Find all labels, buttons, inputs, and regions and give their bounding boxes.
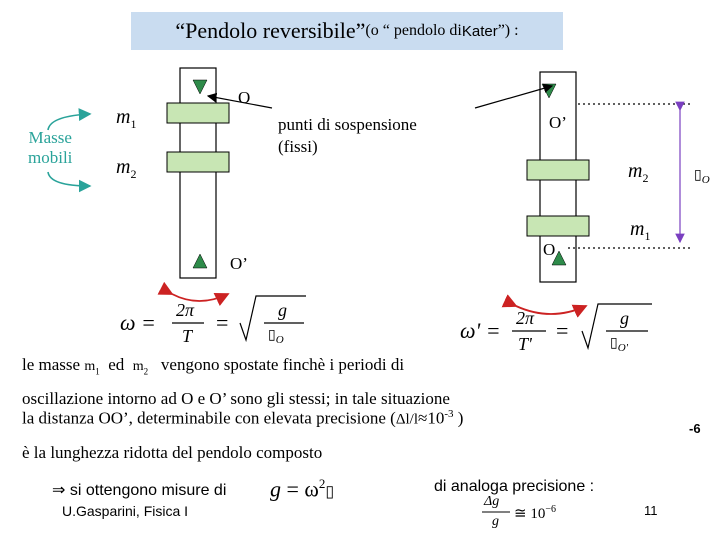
label-O-prime-bottom-left: O’ [230,254,248,273]
title-sub-prefix: (o “ pendolo di [365,22,462,39]
formula-precision-den: g [492,514,499,529]
formula-precision-num: Δg [484,494,500,509]
text-line-5b: di analoga precisione : [434,478,595,495]
right-mass-m2 [527,160,589,180]
distance-label: $▯_O$ [694,168,710,187]
footer-author: U.Gasparini, Fisica I [62,503,189,519]
punti-sospensione-label: punti di sospensione (fissi) [278,115,417,156]
text-line-2: oscillazione intorno ad O e O’ sono gli stessi; in tale situazione [22,389,450,408]
right-exponent-note: -6 [689,421,701,436]
right-m1-label: $m_1$ [630,218,651,243]
right-mass-m1 [527,216,589,236]
right-m2-label: $m_2$ [628,160,649,185]
left-mass-m2 [167,152,229,172]
left-mass-m1 [167,103,229,123]
left-m1-label: $m_1$ [116,106,137,131]
text-line-1: le masse $m_1$ ed $m_2$ vengono spostate finchè i periodi di [22,355,405,377]
formula-left-frac1-den: T [182,326,193,346]
formula-right-frac1-num: 2π [516,308,535,328]
label-O-bottom-right: O [543,240,556,259]
text-line-3: la distanza OO’, determinabile con elevata precisione ($\Delta l/l\approx 10^{-3}$ ) [22,408,464,428]
masse-mobili-label: Masse mobili [28,128,73,167]
title-sub-suffix: ”) : [497,22,519,39]
formula-right-frac1-den: T' [518,334,532,354]
text-line-5: ⇒ si ottengono misure di [52,482,227,499]
label-O-top-left: O [238,88,251,107]
formula-right-frac2-num: g [620,308,629,328]
formula-left-lhs: ω = [120,310,156,335]
formula-left-eq: = [216,310,229,335]
formula-left-frac2-den: $▯_O$ [268,328,284,347]
formula-precision-rhs: ≅ $10^{-6}$ [514,504,556,522]
formula-right-lhs: ω' = [460,318,501,343]
left-pendulum-rod [180,68,216,278]
title-kater: Kater [461,22,498,40]
label-O-prime-top-right: O’ [549,113,567,132]
formula-left-frac1-num: 2π [176,300,195,320]
formula-right-frac2-den: $▯_{O'}$ [610,336,629,355]
left-m2-label: $m_2$ [116,156,137,181]
masse-arrow-bottom [48,172,90,186]
formula-g: $g = \omega^2▯$ [270,476,335,502]
formula-left-frac2-num: g [278,300,287,320]
title-main: “Pendolo reversibile” [175,18,366,43]
formula-right-eq: = [556,318,569,343]
page-number: 11 [644,503,658,518]
text-line-4: è la lunghezza ridotta del pendolo composto [22,443,323,462]
